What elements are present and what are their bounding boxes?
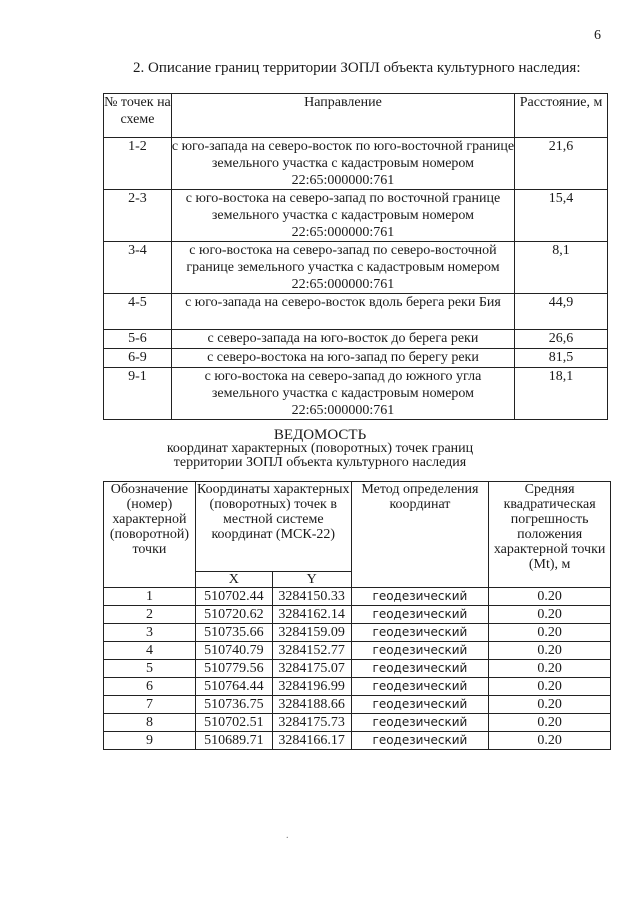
table-row (104, 714, 611, 732)
y-cell: 3284175.73 (272, 714, 351, 732)
y-cell: 3284152.77 (272, 642, 351, 660)
table-row (104, 624, 611, 642)
x-cell: 510689.71 (195, 732, 272, 750)
vedomost-title: ВЕДОМОСТЬ (273, 427, 367, 443)
boundary-description-table (103, 93, 608, 420)
error-cell: 0.20 (489, 588, 611, 606)
method-cell: геодезический (351, 588, 489, 606)
distance-cell: 15,4 (515, 190, 608, 242)
x-cell: 510779.56 (195, 660, 272, 678)
vedomost-line-2: территории ЗОПЛ объекта культурного наследия (173, 455, 467, 470)
scan-mark: . (286, 830, 289, 841)
table-row (104, 138, 608, 190)
table-row (104, 732, 611, 750)
error-cell: 0.20 (489, 624, 611, 642)
method-cell: геодезический (351, 660, 489, 678)
point-number-cell: 5 (104, 660, 196, 678)
direction-cell: с северо-востока на юго-запад по берегу реки (171, 349, 514, 368)
direction-cell: с юго-запада на северо-восток по юго-восточной границе земельного участка с кадастровым номером 22:65:000000:761 (171, 139, 515, 188)
direction-cell: с юго-запада на северо-восток вдоль берега реки Бия (171, 294, 514, 330)
method-cell: геодезический (351, 678, 489, 696)
distance-cell: 26,6 (515, 330, 608, 349)
points-cell: 2-3 (104, 190, 172, 242)
header-points: № точек на схеме (104, 94, 172, 138)
error-cell: 0.20 (489, 660, 611, 678)
error-cell: 0.20 (489, 732, 611, 750)
y-cell: 3284150.33 (272, 588, 351, 606)
header-method: Метод определения координат (351, 482, 489, 588)
x-cell: 510702.51 (195, 714, 272, 732)
table-row (104, 330, 608, 349)
direction-cell: с северо-запада на юго-восток до берега реки (171, 330, 514, 349)
header-distance: Расстояние, м (515, 94, 608, 138)
x-cell: 510720.62 (195, 606, 272, 624)
x-cell: 510740.79 (195, 642, 272, 660)
error-cell: 0.20 (489, 606, 611, 624)
method-cell: геодезический (351, 624, 489, 642)
table-row (104, 588, 611, 606)
header-direction: Направление (171, 94, 514, 138)
method-cell: геодезический (351, 606, 489, 624)
distance-cell: 18,1 (515, 368, 608, 420)
point-number-cell: 4 (104, 642, 196, 660)
error-cell: 0.20 (489, 714, 611, 732)
y-cell: 3284175.07 (272, 660, 351, 678)
distance-cell: 44,9 (515, 294, 608, 330)
error-cell: 0.20 (489, 696, 611, 714)
header-designation: Обозначение (номер) характерной (поворотной) точки (104, 482, 196, 588)
table-row (104, 294, 608, 330)
method-cell: геодезический (351, 714, 489, 732)
table-row (104, 678, 611, 696)
table-row (104, 368, 608, 420)
error-cell: 0.20 (489, 678, 611, 696)
method-cell: геодезический (351, 642, 489, 660)
coordinates-table (103, 481, 611, 750)
points-cell: 5-6 (104, 330, 172, 349)
y-cell: 3284159.09 (272, 624, 351, 642)
table-row (104, 349, 608, 368)
table-row (104, 242, 608, 294)
point-number-cell: 3 (104, 624, 196, 642)
distance-cell: 8,1 (515, 242, 608, 294)
point-number-cell: 9 (104, 732, 196, 750)
point-number-cell: 8 (104, 714, 196, 732)
point-number-cell: 6 (104, 678, 196, 696)
table-row (104, 642, 611, 660)
header-coordinates: Координаты характерных (поворотных) точек в местной системе координат (МСК-22) (195, 482, 351, 572)
point-number-cell: 1 (104, 588, 196, 606)
header-error: Средняя квадратическая погрешность положения характерной точки (Mt), м (489, 482, 611, 588)
points-cell: 4-5 (104, 294, 172, 330)
section-title: 2. Описание границ территории ЗОПЛ объекта культурного наследия: (133, 60, 581, 76)
page-number: 6 (594, 28, 601, 43)
distance-cell: 21,6 (515, 138, 608, 190)
distance-cell: 81,5 (515, 349, 608, 368)
x-cell: 510735.66 (195, 624, 272, 642)
x-cell: 510764.44 (195, 678, 272, 696)
points-cell: 6-9 (104, 349, 172, 368)
table-row (104, 190, 608, 242)
table-row (104, 606, 611, 624)
y-cell: 3284162.14 (272, 606, 351, 624)
y-cell: 3284188.66 (272, 696, 351, 714)
point-number-cell: 2 (104, 606, 196, 624)
table-row (104, 696, 611, 714)
direction-cell: с юго-востока на северо-запад до южного угла земельного участка с кадастровым номером 22:65:000000:761 (171, 368, 514, 420)
direction-cell: с юго-востока на северо-запад по восточной границе земельного участка с кадастровым номером 22:65:000000:761 (171, 190, 514, 242)
method-cell: геодезический (351, 732, 489, 750)
vedomost-line-1: координат характерных (поворотных) точек границ (166, 441, 474, 456)
x-cell: 510702.44 (195, 588, 272, 606)
table-row (104, 660, 611, 678)
x-cell: 510736.75 (195, 696, 272, 714)
point-number-cell: 7 (104, 696, 196, 714)
method-cell: геодезический (351, 696, 489, 714)
header-y: Y (272, 572, 351, 588)
y-cell: 3284196.99 (272, 678, 351, 696)
points-cell: 3-4 (104, 242, 172, 294)
error-cell: 0.20 (489, 642, 611, 660)
vedomost-heading (0, 428, 640, 470)
header-x: X (195, 572, 272, 588)
points-cell: 9-1 (104, 368, 172, 420)
direction-cell: с юго-востока на северо-запад по северо-восточной границе земельного участка с кадастровым номером 22:65:000000:761 (171, 242, 514, 294)
y-cell: 3284166.17 (272, 732, 351, 750)
points-cell: 1-2 (104, 138, 172, 190)
